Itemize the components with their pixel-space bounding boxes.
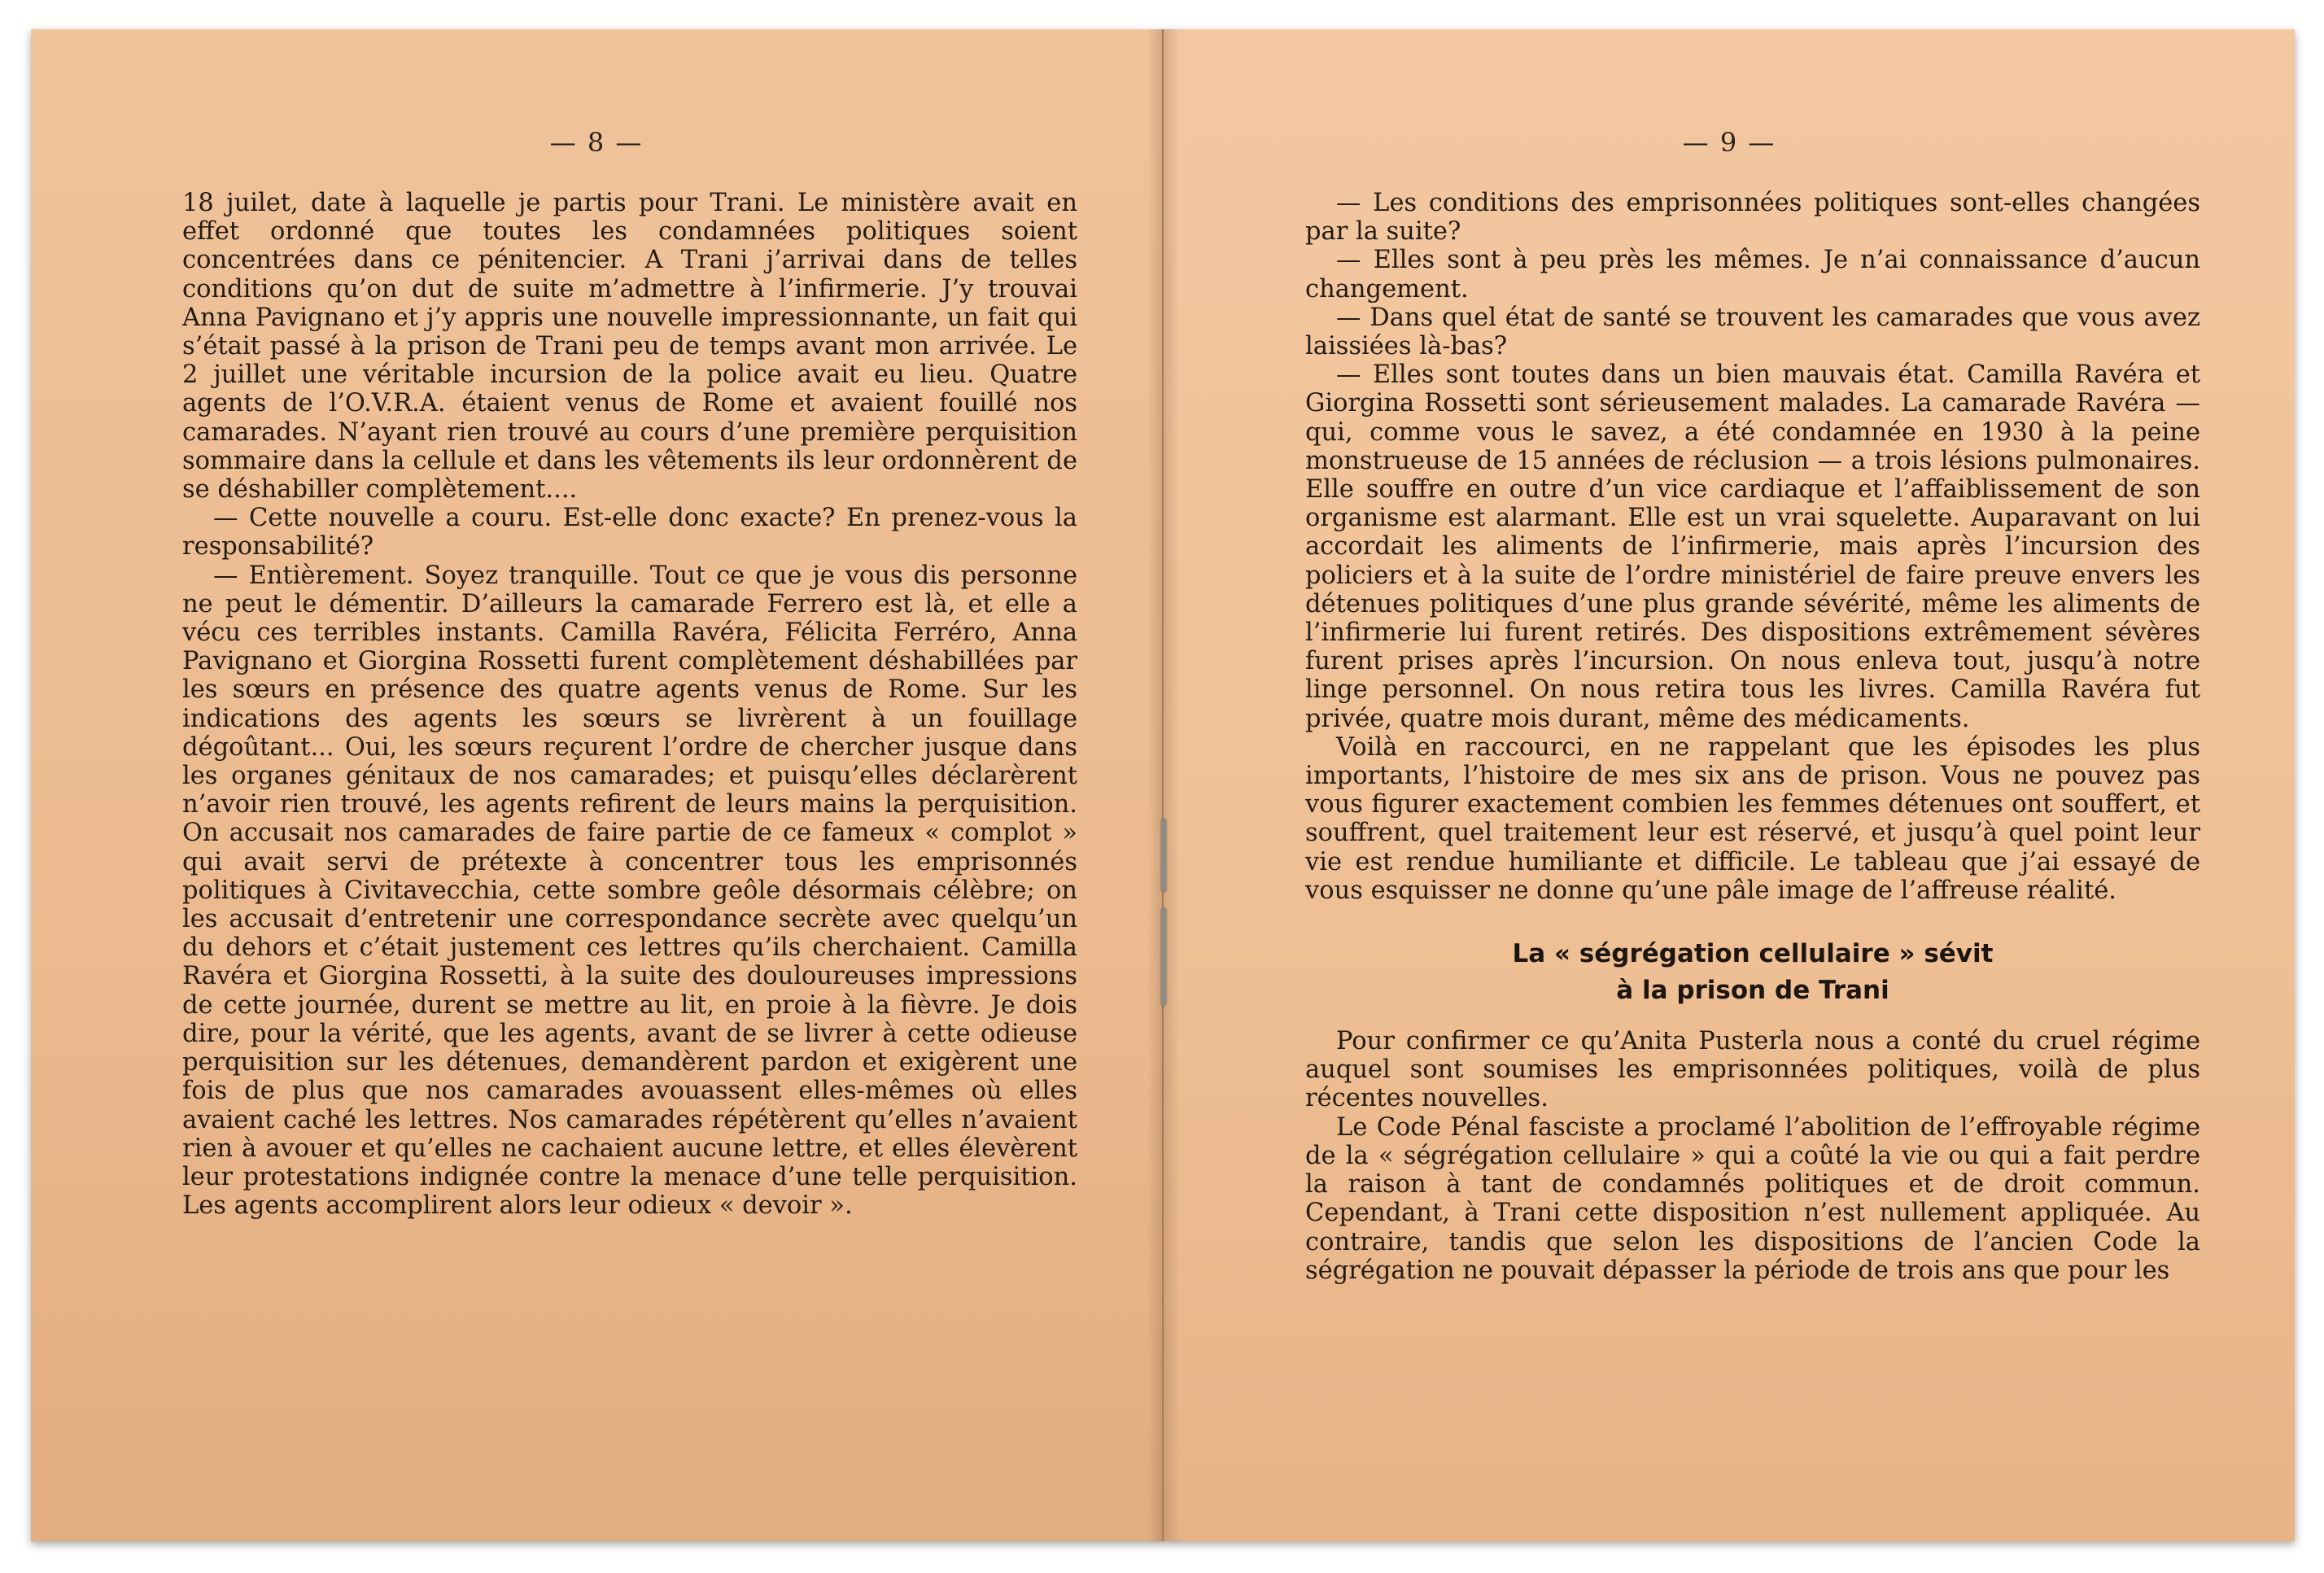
staple — [1161, 819, 1166, 892]
paragraph: — Elles sont à peu près les mêmes. Je n’ai connaissance d’aucun changement. — [1305, 246, 2200, 304]
right-page — [1164, 29, 2295, 1541]
section-heading — [1305, 936, 2200, 1009]
section-heading-line: La « ségrégation cellulaire » sévit — [1512, 939, 1994, 969]
page-body — [182, 189, 1077, 1220]
paragraph: 18 juilet, date à laquelle je partis pour Trani. Le ministère avait en effet ordonné que toutes les condamnées politiques soient concentrées dans ce pénitencier. A Trani j’arrivai dans de telles conditions qu’on dut de suite m’admettre à l’infirmerie. J’y trouvai Anna Pavignano et j’y appris une nouvelle impressionnante, un fait qui s’était passé à la prison de Trani peu de temps avant mon arrivée. Le 2 juillet une véritable incursion de la police avait eu lieu. Quatre agents de l’O.V.R.A. étaient venus de Rome et avaient fouillé nos camarades. N’ayant rien trouvé au cours d’une première perquisition sommaire dans la cellule et dans les vêtements ils leur ordonnèrent de se déshabiller complètement.... — [182, 189, 1077, 505]
section-heading-line: à la prison de Trani — [1616, 976, 1889, 1006]
paragraph: Pour confirmer ce qu’Anita Pusterla nous a conté du cruel régime auquel sont soumises les emprisonnées politiques, voilà de plus récentes nouvelles. — [1305, 1027, 2200, 1113]
paragraph: — Dans quel état de santé se trouvent les camarades que vous avez laissiées là-bas? — [1305, 303, 2200, 361]
page-number: — 9 — — [1682, 127, 1776, 158]
open-booklet — [31, 29, 2295, 1541]
paragraph: — Entièrement. Soyez tranquille. Tout ce que je vous dis personne ne peut le démentir. D’ailleurs la camarade Ferrero est là, et elle a vécu ces terribles instants. Camilla Ravéra, Félicita Ferréro, Anna Pavignano et Giorgina Rossetti furent complètement déshabillées par les sœurs en présence des quatre agents venus de Rome. Sur les indications des agents les sœurs se livrèrent à un fouillage dégoûtant... Oui, les sœurs reçurent l’ordre de chercher jusque dans les organes génitaux de nos camarades; et puisqu’elles déclarèrent n’avoir rien trouvé, les agents refirent de leurs mains la perquisition. On accusait nos camarades de faire partie de ce fameux « complot » qui avait servi de prétexte à concentrer tous les emprisonnés politiques à Civitavecchia, cette sombre geôle désormais célèbre; on les accusait d’entretenir une correspondance secrète avec quelqu’un du dehors et c’était justement ces lettres qu’ils cherchaient. Camilla Ravéra et Giorgina Rossetti, à la suite des douloureuses impressions de cette journée, durent se mettre au lit, en proie à la fièvre. Je dois dire, pour la vérité, que les agents, avant de se livrer à cette odieuse perquisition sur les détenues, demandèrent pardon et exigèrent une fois de plus que nos camarades avouassent elles-mêmes où elles avaient caché les lettres. Nos camarades répétèrent qu’elles n’avaient rien à avouer et qu’elles ne cachaient aucune lettre, et elles élevèrent leur protestations indignée contre la menace d’une telle perquisition. Les agents accomplirent alors leur odieux « devoir ». — [182, 561, 1077, 1221]
left-page — [31, 29, 1164, 1541]
paragraph: Voilà en raccourci, en ne rappelant que les épisodes les plus importants, l’histoire de mes six ans de prison. Vous ne pouvez pas vous figurer exactement combien les femmes détenues ont souffert, et souffrent, quel traitement leur est réservé, et jusqu’à quel point leur vie est rendue humiliante et difficile. Le tableau que j’ai essayé de vous esquisser ne donne qu’une pâle image de l’affreuse réalité. — [1305, 732, 2200, 905]
staple — [1161, 908, 1166, 1006]
booklet-spine — [1147, 29, 1180, 1541]
paragraph: — Les conditions des emprisonnées politiques sont-elles changées par la suite? — [1305, 189, 2200, 247]
page-body — [1305, 189, 2200, 1285]
paragraph: Le Code Pénal fasciste a proclamé l’abolition de l’effroyable régime de la « ségrégation cellulaire » qui a coûté la vie ou qui a fait perdre la raison à tant de condamnés politiques et de droit commun. Cependant, à Trani cette disposition n’est nullement appliquée. Au contraire, tandis que selon les dispositions de l’ancien Code la ségrégation ne pouvait dépasser la période de trois ans que pour les — [1305, 1112, 2200, 1285]
paragraph: — Elles sont toutes dans un bien mauvais état. Camilla Ravéra et Giorgina Rossetti sont sérieusement malades. La camarade Ravéra — qui, comme vous le savez, a été condamnée en 1930 à la peine monstrueuse de 15 années de réclusion — a trois lésions pulmonaires. Elle souffre en outre d’un vice cardiaque et l’affaiblissement de son organisme est alarmant. Elle est un vrai squelette. Auparavant on lui accordait les aliments de l’infirmerie, mais après l’incursion des policiers et à la suite de l’ordre ministériel de faire preuve envers les détenues politiques d’une plus grande sévérité, même les aliments de l’infirmerie lui furent retirés. Des dispositions extrêmement sévères furent prises après l’incursion. On nous enleva tout, jusqu’à notre linge personnel. On nous retira tous les livres. Camilla Ravéra fut privée, quatre mois durant, même des médicaments. — [1305, 360, 2200, 733]
paragraph: — Cette nouvelle a couru. Est-elle donc exacte? En prenez-vous la responsabilité? — [182, 504, 1077, 561]
page-number: — 8 — — [549, 127, 644, 158]
